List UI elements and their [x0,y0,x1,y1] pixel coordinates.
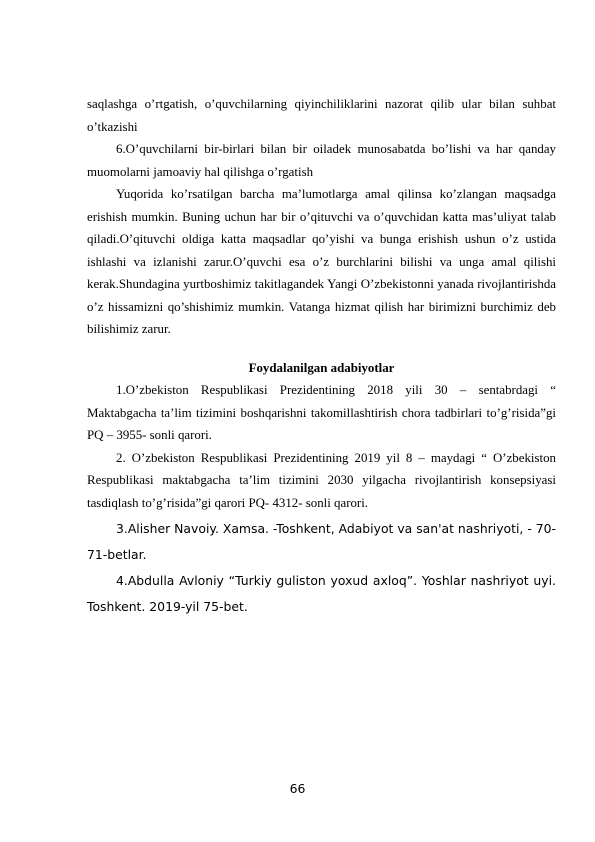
paragraph-conclusion: Yuqorida ko’rsatilgan barcha ma’lumotlarga amal qilinsa ko’zlangan maqsadga erishish mumkin. Buning uchun har bir o’qituvchi va o’quvchidan katta mas’uliyat talab qiladi.O’qituvchi oldiga katta maqsadlar qo’yishi va bunga erishish ushun o’z ustida ishlashi va izlanishi zarur.O’quvchi esa o’z burchlarini bilishi va unga amal qilishi kerak.Shundagina yurtboshimiz takitlagandek Yangi O’zbekistonni yanada rivojlantirishda o’z hissamizni qo’shishimiz mumkin. Vatanga hizmat qilish har birimizni burchimiz deb bilishimiz zarur. [87,187,556,336]
paragraph-point-6: 6.O’quvchilarni bir-birlari bilan bir oiladek munosabatda bo’lishi va har qanday muomolarni jamoaviy hal qilishga o’rgatish [87,142,556,179]
references-heading: Foydalanilgan adabiyotlar [248,360,395,375]
page-content [87,93,556,620]
paragraph-continued: saqlashga o’rtgatish, o’quvchilarning qiyinchiliklarini nazorat qilib ular bilan suhbat o’tkazishi [87,97,556,134]
page-number: 66 [289,781,306,796]
reference-item-4: 4.Abdulla Avloniy “Turkiy guliston yoxud axloq”. Yoshlar nashriyot uyi. Toshkent. 2019-yil 75-bet. [87,573,556,614]
reference-item-3: 3.Alisher Navoiy. Xamsa. -Toshkent, Adabiyot va san'at nashriyoti, - 70-71-betlar. [87,521,556,562]
reference-item-2: 2. O’zbekiston Respublikasi Prezidentining 2019 yil 8 – maydagi “ O’zbekiston Respublikasi maktabgacha ta’lim tizimini 2030 yilgacha rivojlantirish konsepsiyasi tasdiqlash to’g’risida”gi qarori PQ- 4312- sonli qarori. [87,450,556,510]
reference-item-1: 1.O’zbekiston Respublikasi Prezidentining 2018 yili 30 – sentabrdagi “ Maktabgacha ta’lim tizimini boshqarishni takomillashtirish chora tadbirlari to’g’risida”gi PQ – 3955- sonli qarori. [87,383,556,442]
